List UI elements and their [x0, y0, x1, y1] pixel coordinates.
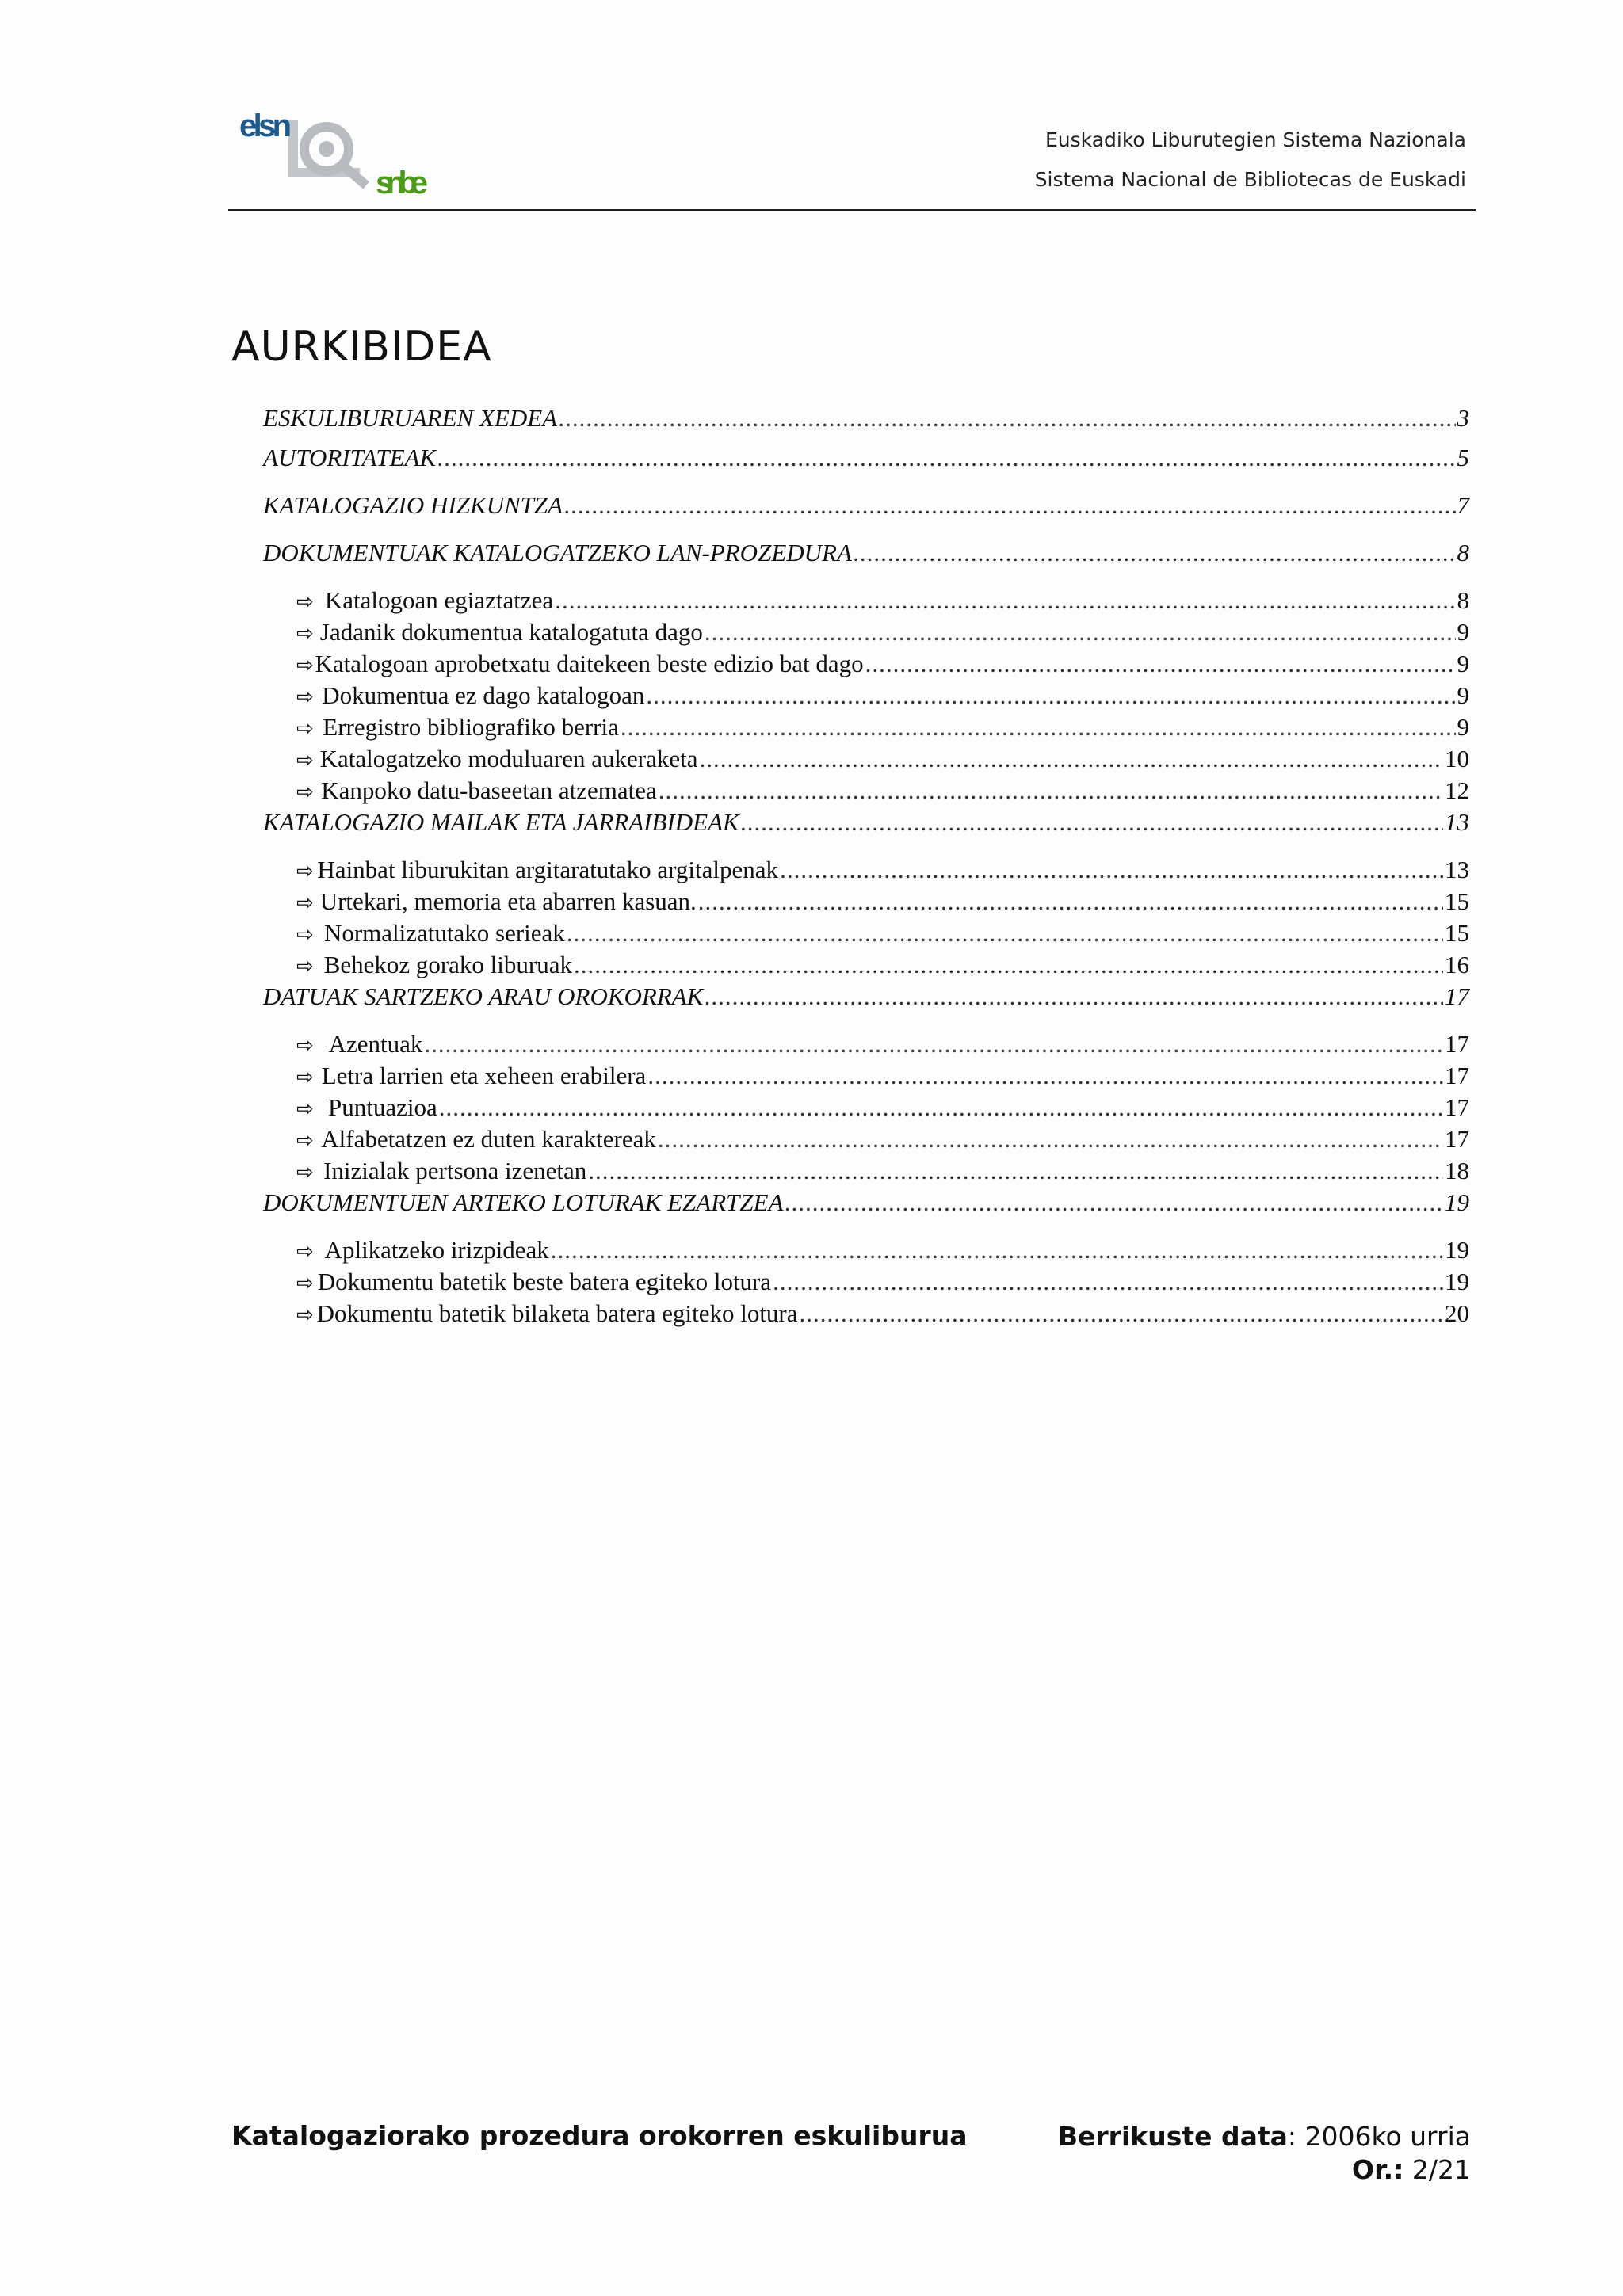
toc-subentry-label: Azentuak [328, 1030, 423, 1058]
toc-subentry[interactable] [263, 681, 1469, 713]
toc-section-entry[interactable] [263, 491, 1469, 539]
toc-subentry-label: Katalogoan aprobetxatu daitekeen beste edizio bat dago [315, 650, 864, 677]
toc-subentry-label: Inizialak pertsona izenetan [323, 1157, 587, 1184]
toc-leader-dots [658, 1125, 1443, 1154]
toc-section-page: 3 [1457, 404, 1469, 432]
toc-section-entry[interactable] [263, 1188, 1469, 1236]
footer-revision [1058, 2120, 1471, 2153]
toc-subentry[interactable] [263, 650, 1469, 681]
toc-section-page: 17 [1445, 982, 1469, 1010]
toc-subentry-page: 15 [1445, 919, 1469, 947]
header-line-spanish: Sistema Nacional de Bibliotecas de Euskadi [1034, 168, 1466, 191]
toc-subentry[interactable] [263, 1062, 1469, 1093]
toc-leader-dots [551, 1236, 1443, 1264]
right-arrow-icon: ⇨ [296, 1066, 314, 1089]
toc-section-entry[interactable] [263, 444, 1469, 491]
toc-subentry-page: 15 [1445, 887, 1469, 915]
right-arrow-icon: ⇨ [296, 1129, 314, 1153]
toc-leader-dots [574, 951, 1443, 979]
toc-subentry-label: Dokumentua ez dago katalogoan [322, 681, 645, 709]
revision-value: : 2006ko urria [1287, 2121, 1471, 2152]
revision-label: Berrikuste data [1057, 2121, 1288, 2152]
toc-subentry-page: 12 [1445, 776, 1469, 804]
toc-leader-dots [699, 745, 1443, 773]
toc-leader-dots [564, 491, 1455, 520]
toc-leader-dots [780, 856, 1443, 884]
toc-subentry[interactable] [263, 1125, 1469, 1157]
toc-leader-dots [559, 404, 1455, 433]
toc-section-page: 13 [1445, 808, 1469, 836]
toc-leader-dots [646, 681, 1455, 710]
toc-leader-dots [785, 1188, 1443, 1217]
right-arrow-icon: ⇨ [296, 1303, 314, 1327]
toc-subentry-label: Puntuazioa [328, 1093, 437, 1121]
toc-leader-dots [621, 713, 1456, 742]
toc-subentry-page: 17 [1445, 1062, 1469, 1089]
toc-subentry-page: 18 [1445, 1157, 1469, 1184]
toc-subentry-page: 9 [1457, 650, 1469, 677]
toc-subentry[interactable] [263, 1268, 1469, 1299]
toc-section-page: 5 [1457, 444, 1469, 471]
toc-subentry-page: 19 [1445, 1268, 1469, 1295]
toc-section-page: 19 [1445, 1188, 1469, 1216]
right-arrow-icon: ⇨ [296, 717, 314, 741]
page-title: AURKIBIDEA [231, 323, 492, 371]
toc-subentry[interactable] [263, 919, 1469, 951]
toc-subentry-label: Letra larrien eta xeheen erabilera [321, 1062, 647, 1089]
right-arrow-icon: ⇨ [296, 891, 314, 915]
table-of-contents [263, 404, 1469, 1331]
toc-section-label: KATALOGAZIO HIZKUNTZA [263, 491, 563, 519]
toc-subentry-page: 20 [1445, 1299, 1469, 1327]
toc-leader-dots [773, 1268, 1443, 1296]
toc-leader-dots [647, 1062, 1443, 1090]
toc-subentry-label: Dokumentu batetik beste batera egiteko lotura [317, 1268, 772, 1295]
toc-subentry[interactable] [263, 776, 1469, 808]
footer-meta [1058, 2120, 1471, 2187]
right-arrow-icon: ⇨ [296, 749, 314, 772]
toc-leader-dots [705, 982, 1443, 1011]
toc-subentry[interactable] [263, 713, 1469, 745]
toc-subentry-label: Kanpoko datu-baseetan atzematea [321, 776, 657, 804]
toc-section-label: AUTORITATEAK [263, 444, 437, 471]
footer-page-number [1058, 2153, 1471, 2187]
toc-subentry[interactable] [263, 1157, 1469, 1188]
right-arrow-icon: ⇨ [296, 590, 314, 614]
toc-subentry-label: Aplikatzeko irizpideak [324, 1236, 549, 1264]
toc-subentry-page: 10 [1445, 745, 1469, 772]
right-arrow-icon: ⇨ [296, 923, 314, 947]
right-arrow-icon: ⇨ [296, 955, 314, 978]
toc-subentry-page: 16 [1445, 951, 1469, 978]
toc-leader-dots [588, 1157, 1443, 1185]
right-arrow-icon: ⇨ [296, 780, 314, 804]
toc-subentry-label: Urtekari, memoria eta abarren kasuan. [319, 887, 697, 915]
toc-subentry-label: Normalizatutako serieak [323, 919, 565, 947]
elsn-snbe-logo [233, 105, 431, 200]
toc-subentry[interactable] [263, 586, 1469, 618]
footer-manual-title: Katalogaziorako prozedura orokorren eskuliburua [231, 2120, 968, 2151]
toc-subentry-page: 8 [1457, 586, 1469, 614]
toc-leader-dots [555, 586, 1455, 615]
toc-leader-dots [659, 776, 1443, 805]
toc-leader-dots [705, 618, 1456, 646]
toc-leader-dots [741, 808, 1443, 837]
page-label: Or.: [1352, 2154, 1404, 2185]
logo-text-bottom: snbe [376, 166, 428, 200]
toc-subentry-page: 9 [1457, 681, 1469, 709]
toc-subentry[interactable] [263, 887, 1469, 919]
toc-subentry[interactable] [263, 618, 1469, 650]
toc-section-label: DOKUMENTUEN ARTEKO LOTURAK EZARTZEA [263, 1188, 784, 1216]
header-line-basque: Euskadiko Liburutegien Sistema Nazionala [1044, 128, 1466, 151]
toc-leader-dots [437, 444, 1455, 472]
toc-leader-dots [865, 650, 1456, 678]
right-arrow-icon: ⇨ [296, 1272, 314, 1295]
toc-subentry[interactable] [263, 1299, 1469, 1331]
right-arrow-icon: ⇨ [296, 685, 314, 709]
toc-subentry-page: 9 [1457, 618, 1469, 646]
page-value: 2/21 [1403, 2154, 1471, 2185]
page-header [228, 93, 1476, 211]
toc-subentry-label: Hainbat liburukitan argitaratutako argitalpenak [317, 856, 779, 883]
toc-subentry[interactable] [263, 745, 1469, 776]
toc-subentry[interactable] [263, 856, 1469, 887]
toc-subentry-page: 13 [1445, 856, 1469, 883]
toc-section-entry[interactable] [263, 539, 1469, 586]
toc-section-label: DATUAK SARTZEKO ARAU OROKORRAK [263, 982, 704, 1010]
toc-subentry-page: 17 [1445, 1030, 1469, 1058]
toc-subentry[interactable] [263, 951, 1469, 982]
logo-text-top: elsn [239, 109, 292, 143]
right-arrow-icon: ⇨ [296, 1161, 314, 1184]
toc-section-entry[interactable] [263, 808, 1469, 856]
toc-leader-dots [424, 1030, 1443, 1058]
right-arrow-icon: ⇨ [296, 654, 314, 677]
toc-leader-dots [800, 1299, 1443, 1328]
toc-leader-dots [698, 887, 1443, 916]
toc-subentry-page: 17 [1445, 1125, 1469, 1153]
toc-subentry-label: Behekoz gorako liburuak [323, 951, 572, 978]
right-arrow-icon: ⇨ [296, 1097, 314, 1121]
toc-leader-dots [439, 1093, 1443, 1122]
toc-subentry-label: Katalogatzeko moduluaren aukeraketa [319, 745, 698, 772]
right-arrow-icon: ⇨ [296, 622, 314, 646]
toc-subentry-label: Dokumentu batetik bilaketa batera egiteko lotura [316, 1299, 798, 1327]
toc-section-page: 7 [1457, 491, 1469, 519]
toc-subentry[interactable] [263, 1030, 1469, 1062]
right-arrow-icon: ⇨ [296, 1240, 314, 1264]
toc-section-entry[interactable] [263, 982, 1469, 1030]
toc-subentry-label: Jadanik dokumentua katalogatuta dago [319, 618, 703, 646]
toc-subentry-page: 17 [1445, 1093, 1469, 1121]
toc-subentry-page: 9 [1457, 713, 1469, 741]
toc-subentry-label: Erregistro bibliografiko berria [323, 713, 619, 741]
right-arrow-icon: ⇨ [296, 860, 314, 883]
toc-leader-dots [854, 539, 1456, 567]
toc-subentry-label: Alfabetatzen ez duten karaktereak [321, 1125, 656, 1153]
toc-subentry-page: 19 [1445, 1236, 1469, 1264]
toc-subentry[interactable] [263, 1093, 1469, 1125]
toc-section-page: 8 [1457, 539, 1469, 566]
toc-leader-dots [567, 919, 1443, 948]
header-organization [1035, 120, 1466, 200]
toc-section-label: ESKULIBURUAREN XEDEA [263, 404, 558, 432]
toc-section-label: DOKUMENTUAK KATALOGATZEKO LAN-PROZEDURA [263, 539, 852, 566]
toc-section-label: KATALOGAZIO MAILAK ETA JARRAIBIDEAK [263, 808, 739, 836]
toc-subentry-label: Katalogoan egiaztatzea [324, 586, 554, 614]
right-arrow-icon: ⇨ [296, 1034, 314, 1058]
toc-subentry[interactable] [263, 1236, 1469, 1268]
toc-section-entry[interactable] [263, 404, 1469, 444]
